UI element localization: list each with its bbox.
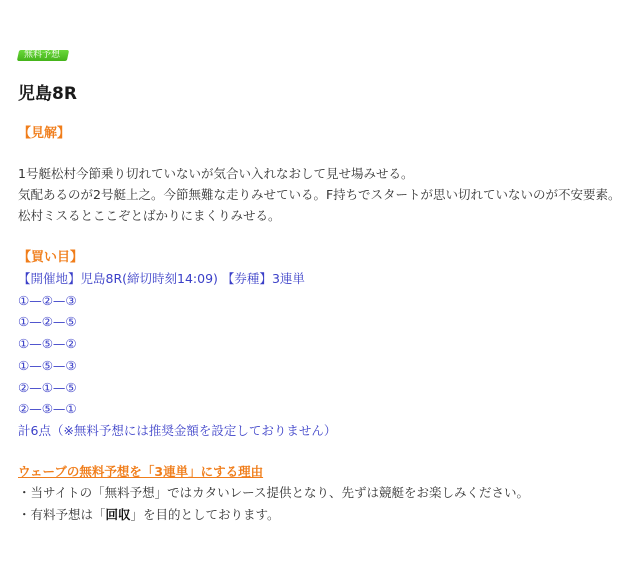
kaime-heading: 【買い目】	[18, 250, 84, 265]
reason-bullet-2	[18, 504, 628, 526]
reason-bullet-1: ・当サイトの「無料予想」ではカタいレース提供となり、先ずは競艇をお楽しみください。	[18, 484, 530, 500]
article-content	[18, 42, 628, 526]
combo-item: ②—⑤—①	[18, 401, 77, 417]
bullet2-post: 」を目的としております。	[130, 506, 280, 522]
combo-item: ①—②—⑤	[18, 314, 77, 330]
reason-heading-link[interactable]: ウェーブの無料予想を「3連単」にする理由	[18, 463, 264, 479]
combo-total: 計6点（※無料予想には推奨金額を設定しておりません）	[18, 422, 337, 438]
combo-item: ①—②—③	[18, 292, 77, 308]
ticket-type-label: 【券種】	[221, 271, 272, 286]
bullet2-bold: 回収	[105, 506, 131, 522]
kaime-block	[18, 268, 628, 442]
venue-value: 児島8R(締切時刻14:09)	[80, 271, 218, 286]
reason-bullets	[18, 482, 628, 526]
bullet2-pre: ・有料予想は「	[18, 506, 106, 522]
venue-label: 【開催地】	[18, 271, 81, 286]
combo-item: ①—⑤—②	[18, 336, 77, 352]
kenkai-line: 松村ミスるとここぞとばかりにまくりみせる。	[18, 208, 281, 223]
kenkai-heading: 【見解】	[18, 126, 71, 141]
free-prediction-badge	[17, 50, 69, 61]
badge-label: 無料予想	[24, 50, 61, 60]
kenkai-line: 1号艇松村今節乗り切れていないが気合い入れなおして見せ場みせる。	[18, 166, 414, 181]
race-title: 児島8R	[18, 84, 77, 104]
combo-item: ②—①—⑤	[18, 379, 77, 395]
ticket-type-value: 3連単	[271, 271, 305, 286]
combo-item: ①—⑤—③	[18, 357, 77, 373]
kenkai-line: 気配あるのが2号艇上之。今節無難な走りみせている。F持ちでスタートが思い切れていないのが不安要素。	[18, 187, 621, 202]
venue-line	[18, 268, 628, 290]
kenkai-body	[18, 163, 628, 226]
